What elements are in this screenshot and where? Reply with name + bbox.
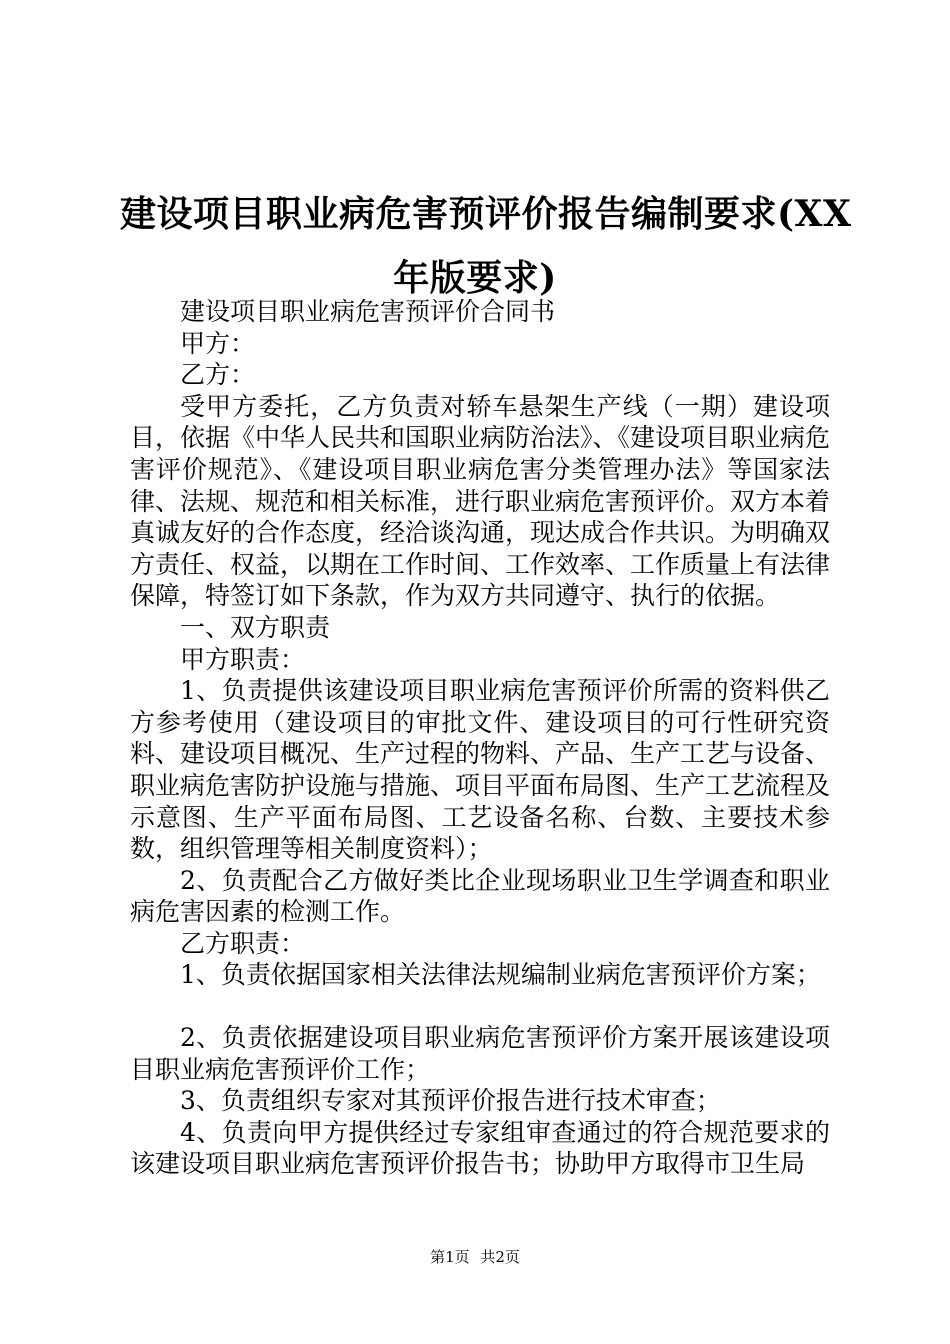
- party-a-duty-2: 2、负责配合乙方做好类比企业现场职业卫生学调查和职业病危害因素的检测工作。: [130, 865, 830, 927]
- party-b-duty-4: 4、负责向甲方提供经过专家组审查通过的符合规范要求的该建设项目职业病危害预评价报告书；协助甲方取得市卫生局: [130, 1117, 830, 1179]
- paragraph-spacer: [130, 991, 830, 1022]
- document-body: [130, 296, 830, 1180]
- intro-paragraph: 受甲方委托，乙方负责对轿车悬架生产线（一期）建设项目，依据《中华人民共和国职业病防治法》、《建设项目职业病危害评价规范》、《建设项目职业病危害分类管理办法》等国家法律、法规、规范和相关标准，进行职业病危害预评价。双方本着真诚友好的合作态度，经洽谈沟通，现达成合作共识。为明确双方责任、权益，以期在工作时间、工作效率、工作质量上有法律保障，特签订如下条款，作为双方共同遵守、执行的依据。: [130, 391, 831, 611]
- party-b-line: 乙方：: [180, 360, 256, 390]
- party-a-line: 甲方：: [180, 328, 256, 358]
- page-number: 第1页: [430, 1248, 470, 1266]
- party-a-duties-heading: 甲方职责：: [180, 644, 306, 674]
- document-title: [120, 182, 852, 310]
- title-line-2: 年版要求): [393, 257, 557, 299]
- contract-heading: 建设项目职业病危害预评价合同书: [180, 297, 556, 326]
- page-footer: [0, 1247, 950, 1267]
- section-heading-responsibilities: 一、双方职责: [180, 612, 331, 642]
- party-b-duty-3: 3、负责组织专家对其预评价报告进行技术审查；: [180, 1086, 721, 1116]
- party-b-duty-2: 2、负责依据建设项目职业病危害预评价方案开展该建设项目职业病危害预评价工作；: [130, 1023, 830, 1084]
- page-total: 共2页: [480, 1248, 520, 1266]
- party-a-duty-1: 1、负责提供该建设项目职业病危害预评价所需的资料供乙方参考使用（建设项目的审批文件、建设项目的可行性研究资料、建设项目概况、生产过程的物料、产品、生产工艺与设备、职业病危害防护设施与措施、项目平面布局图、生产工艺流程及示意图、生产平面布局图、工艺设备名称、台数、主要技术参数，组织管理等相关制度资料）；: [130, 676, 831, 864]
- party-b-duty-1: 1、负责依据国家相关法律法规编制业病危害预评价方案；: [180, 960, 821, 990]
- party-b-duties-heading: 乙方职责：: [180, 928, 306, 958]
- title-line-1: 建设项目职业病危害预评价报告编制要求(XX: [120, 193, 852, 235]
